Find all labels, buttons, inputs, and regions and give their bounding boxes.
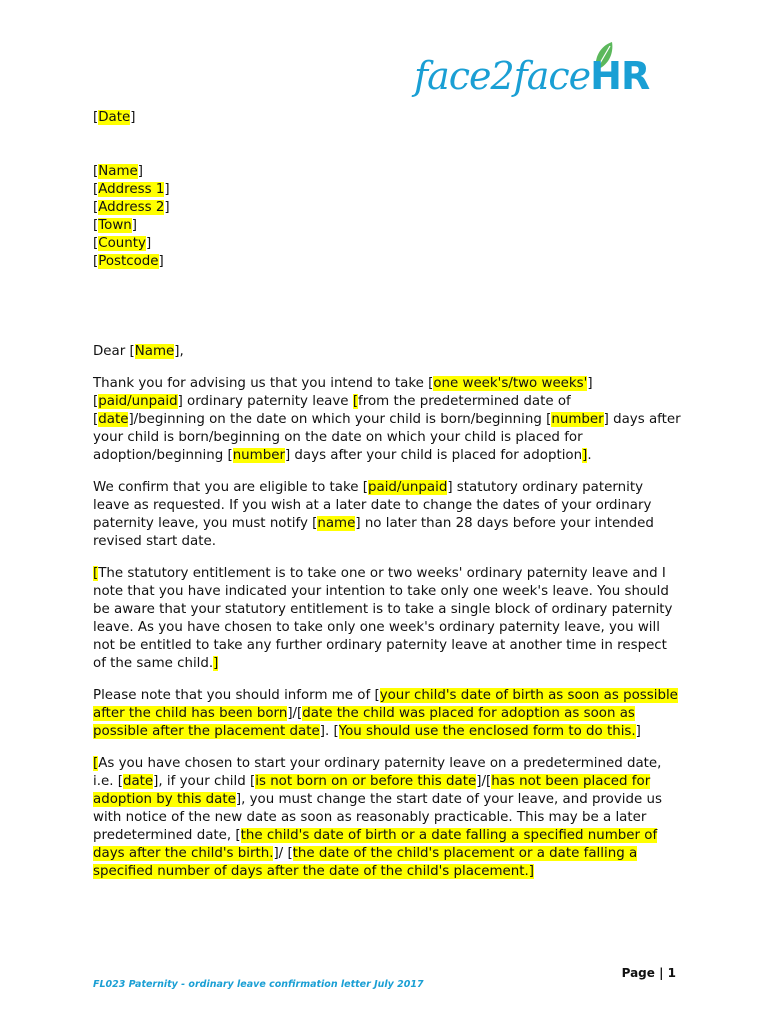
letter-body [93,109,683,895]
salutation-name: Name [134,344,175,359]
placeholder-text: [ [93,566,99,581]
body-text: ] [635,724,641,739]
placeholder-text: [ [352,394,359,409]
placeholder-text: the child's date of birth or a date falling a specified number of days after the child's birth. [93,828,658,861]
body-text: We confirm that you are eligible to take [ [93,480,368,495]
date-line: [Date] [93,110,136,125]
address-line: [Town] [93,218,138,233]
page-number: Page | 1 [621,966,676,980]
body-text: Please note that you should inform me of [ [93,688,380,703]
address-line: [County] [93,236,152,251]
placeholder-text: the date of the child's placement or a date falling a specified number of days after the date of the child's placement.] [93,846,638,879]
body-text: As you have chosen to start your ordinary paternity leave on a predetermined date, i.e. [ [93,756,662,789]
body-text: ] days after your child is placed for adoption [284,448,583,463]
body-text: ]/[ [476,774,492,789]
placeholder-text: number [232,448,285,463]
placeholder-text: ] [582,448,588,463]
body-text: ] days after your child is born/beginning on the date on which your child is placed for adoption/beginning [ [93,412,681,463]
body-text: Thank you for advising us that you intend to take [ [93,376,434,391]
date-placeholder: Date [98,110,131,125]
address-placeholder: Name [98,164,138,179]
placeholder-text: paid/unpaid [98,394,178,409]
paragraph-1 [93,375,683,465]
footer-document-title: FL023 Paternity - ordinary leave confirmation letter July 2017 [93,979,424,990]
body-text: . [587,448,592,463]
recipient-address [93,163,683,271]
address-line: [Name] [93,164,143,179]
body-text: ], if your child [ [153,774,256,789]
address-placeholder: Address 1 [98,182,165,197]
placeholder-text: You should use the enclosed form to do this. [338,724,636,739]
paragraph-4 [93,687,683,741]
paragraph-5 [93,755,683,881]
salutation: Dear [Name], [93,344,184,359]
placeholder-text: date [122,774,154,789]
body-text: ]/beginning on the date on which your child is born/beginning [ [128,412,552,427]
address-placeholder: Address 2 [98,200,165,215]
logo-text-hr: HR [590,54,650,98]
placeholder-text: is not born on or before this date [255,774,477,789]
placeholder-text: date the child was placed for adoption as soon as possible after the placement date [93,706,635,739]
address-line: [Address 1] [93,182,170,197]
placeholder-text: number [551,412,604,427]
placeholder-text: name [317,516,356,531]
placeholder-text: paid/unpaid [367,480,448,495]
paragraph-3 [93,565,683,673]
address-line: [Postcode] [93,254,164,269]
address-line: [Address 2] [93,200,170,215]
body-text: from the predetermined date of [ [93,394,571,427]
address-placeholder: County [98,236,146,251]
paragraph-2 [93,479,683,551]
body-text: The statutory entitlement is to take one or two weeks' ordinary paternity leave and I note that you have indicated your intention to take only one week's leave. You should be aware that your statutory entitlement is to take a single block of ordinary paternity leave. As you have chosen to take only one week's ordinary paternity leave, you will not be entitled to take any further ordinary paternity leave at another time in respect of the same child. [93,566,673,671]
placeholder-text: one week's/two weeks' [433,376,588,391]
body-text: ] [ [93,376,593,409]
body-text: ] ordinary paternity leave [177,394,353,409]
logo-text-main: face2face [414,54,591,98]
body-text: ]. [ [319,724,339,739]
body-text: ] statutory ordinary paternity leave as requested. If you wish at a later date to change the dates of your ordinary paternity leave, you must notify [ [93,480,652,531]
address-placeholder: Town [98,218,132,233]
body-text: ]/ [ [273,846,293,861]
body-text: ] no later than 28 days before your intended revised start date. [93,516,654,549]
body-text: ], you must change the start date of your leave, and provide us with notice of the new date as soon as reasonably practicable. This may be a later predetermined date, [ [93,792,662,843]
placeholder-text: date [98,412,129,427]
placeholder-text: [ [93,756,99,771]
placeholder-text: your child's date of birth as soon as possible after the child has been born [93,688,678,721]
placeholder-text: ] [213,656,219,671]
body-text: ]/[ [287,706,303,721]
company-logo [414,40,684,110]
address-placeholder: Postcode [98,254,159,269]
placeholder-text: has not been placed for adoption by this date [93,774,651,807]
